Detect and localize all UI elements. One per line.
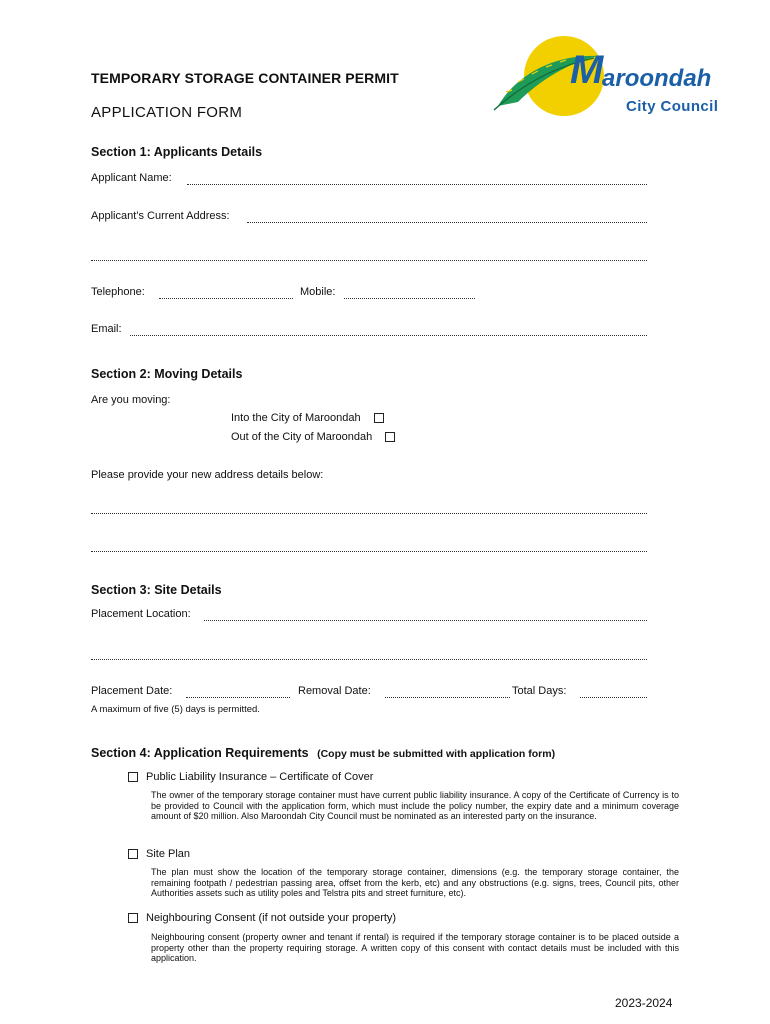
placement-location-field[interactable]: [204, 608, 647, 621]
telephone-field[interactable]: [159, 286, 293, 299]
option-out-maroondah: [231, 431, 395, 443]
option-out-label: Out of the City of Maroondah: [231, 431, 373, 443]
maroondah-logo: [488, 32, 738, 122]
section4-heading-note: (Copy must be submitted with application form): [317, 748, 556, 760]
removal-date-field[interactable]: [385, 685, 510, 698]
email-label: Email:: [91, 323, 122, 335]
placement-location-label: Placement Location:: [91, 608, 191, 620]
footer-year: 2023-2024: [615, 996, 673, 1010]
form-title: TEMPORARY STORAGE CONTAINER PERMIT: [91, 70, 399, 86]
option-into-maroondah: [231, 412, 384, 424]
neighbouring-consent-description: Neighbouring consent (property owner and tenant if rental) is required if the temporary storage container is to be placed outside a property other than the property requiring storage. A written copy of this consent with contact details must be included with this application.: [151, 932, 679, 964]
site-plan-checkbox[interactable]: [128, 849, 138, 859]
section2-heading: Section 2: Moving Details: [91, 367, 243, 381]
applicant-name-field[interactable]: [187, 172, 647, 185]
insurance-description: The owner of the temporary storage container must have current public liability insurance. A copy of the Certificate of Currency is to be provided to Council with the application form, which must include the policy number, the expiry date and a minimum coverage amount of $20 million. Also Maroondah City Council must be nominated as an interested party on the insurance.: [151, 790, 679, 822]
max-days-note: A maximum of five (5) days is permitted.: [91, 704, 260, 715]
logo-tagline: City Council: [626, 98, 719, 115]
option-into-checkbox[interactable]: [374, 413, 384, 423]
placement-date-field[interactable]: [186, 685, 290, 698]
current-address-field-line2[interactable]: [91, 248, 647, 261]
new-address-field-line2[interactable]: [91, 539, 647, 552]
applicant-name-label: Applicant Name:: [91, 172, 172, 184]
section4-heading: Section 4: Application Requirements: [91, 746, 309, 760]
total-days-field[interactable]: [580, 685, 647, 698]
section3-heading: Section 3: Site Details: [91, 583, 222, 597]
neighbouring-consent-checkbox[interactable]: [128, 913, 138, 923]
site-plan-description: The plan must show the location of the temporary storage container, dimensions (e.g. the temporary storage container, the remaining footpath / pedestrian passing area, offset from the kerb, etc) and any obstructions (e.g. signs, trees, Council pits, other Authorities assets such as utility poles and Telstra pits and street furniture, etc).: [151, 867, 679, 899]
insurance-title: Public Liability Insurance – Certificate of Cover: [146, 771, 374, 783]
requirement-insurance: [128, 771, 373, 783]
new-address-field-line1[interactable]: [91, 501, 647, 514]
placement-date-label: Placement Date:: [91, 685, 173, 697]
new-address-prompt: Please provide your new address details below:: [91, 469, 324, 481]
total-days-label: Total Days:: [512, 685, 567, 697]
email-field[interactable]: [130, 323, 647, 336]
requirement-neighbouring-consent: [128, 912, 396, 924]
section1-heading: Section 1: Applicants Details: [91, 145, 263, 159]
logo-letter-m: M: [570, 48, 604, 92]
option-out-checkbox[interactable]: [385, 432, 395, 442]
mobile-field[interactable]: [344, 286, 475, 299]
removal-date-label: Removal Date:: [298, 685, 371, 697]
form-subtitle: APPLICATION FORM: [91, 104, 243, 121]
site-plan-title: Site Plan: [146, 848, 191, 860]
section4-header: [91, 744, 555, 762]
placement-location-field-line2[interactable]: [91, 647, 647, 660]
logo-brand-text: aroondah: [602, 65, 712, 92]
requirement-site-plan: [128, 848, 190, 860]
mobile-label: Mobile:: [300, 286, 336, 298]
telephone-label: Telephone:: [91, 286, 145, 298]
insurance-checkbox[interactable]: [128, 772, 138, 782]
current-address-label: Applicant’s Current Address:: [91, 210, 230, 222]
option-into-label: Into the City of Maroondah: [231, 412, 361, 424]
neighbouring-consent-title: Neighbouring Consent (if not outside your property): [146, 912, 397, 924]
moving-question: Are you moving:: [91, 394, 171, 406]
current-address-field[interactable]: [247, 210, 647, 223]
